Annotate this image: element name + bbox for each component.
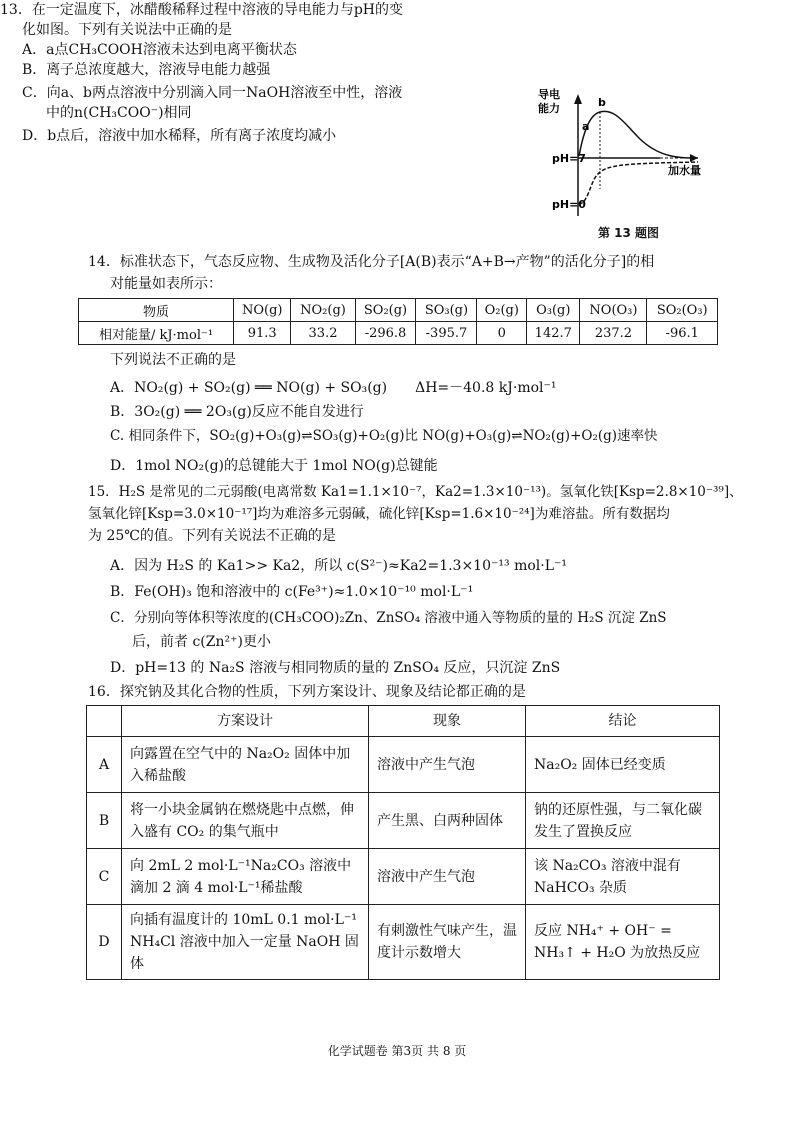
- table-header-cell: O₂(g): [477, 299, 527, 322]
- q14-option-d: D．1mol NO₂(g)的总键能大于 1mol NO(g)总键能: [110, 458, 438, 474]
- table-cell-key: B: [87, 793, 122, 849]
- q13-option-c-line2: 中的n(CH₃COO⁻)相同: [46, 105, 192, 121]
- q15-option-d: D．pH=13 的 Na₂S 溶液与相同物质的量的 ZnSO₄ 反应，只沉淀 ZnS: [110, 660, 561, 676]
- table-cell-design: 向插有温度计的 10mL 0.1 mol·L⁻¹ NH₄Cl 溶液中加入一定量 NaOH 固体: [122, 905, 369, 980]
- table-cell-conclusion: 该 Na₂CO₃ 溶液中混有 NaHCO₃ 杂质: [526, 849, 720, 905]
- q14-option-b: B．3O₂(g) ══ 2O₃(g)反应不能自发进行: [110, 404, 364, 420]
- table-row: [87, 706, 720, 737]
- q15-option-c-line1: C．分别向等体积等浓度的(CH₃COO)₂Zn、ZnSO₄ 溶液中通入等物质的量的 H₂S 沉淀 ZnS: [110, 610, 667, 626]
- table-cell-phenomenon: 溶液中产生气泡: [369, 849, 526, 905]
- q13-option-c-line1: C．向a、b两点溶液中分别滴入同一NaOH溶液至中性，溶液: [22, 85, 403, 101]
- table-cell-conclusion: 钠的还原性强，与二氧化碳发生了置换反应: [526, 793, 720, 849]
- q15-option-b: B．Fe(OH)₃ 饱和溶液中的 c(Fe³⁺)≈1.0×10⁻¹⁰ mol·L⁻¹: [110, 584, 474, 600]
- table-header-cell: O₃(g): [527, 299, 580, 322]
- fig13-label-ph0: pH=0: [552, 198, 586, 211]
- table-cell-phenomenon: 有刺激性气味产生，温度计示数增大: [369, 905, 526, 980]
- page-footer: 化学试题卷 第3页 共 8 页: [327, 1044, 467, 1058]
- q15-option-a: A．因为 H₂S 的 Ka1>> Ka2，所以 c(S²⁻)≈Ka2=1.3×10⁻¹³ mol·L⁻¹: [110, 558, 567, 574]
- q13-stem-line2: 化如图。下列有关说法中正确的是: [22, 22, 232, 38]
- table-row: [87, 849, 720, 905]
- fig13-xlabel: 加水量: [668, 164, 701, 177]
- q15-stem-line1: 15．H₂S 是常见的二元弱酸(电离常数 Ka1=1.1×10⁻⁷，Ka2=1.3×10⁻¹³)。氢氧化铁[Ksp=2.8×10⁻³⁹]、: [88, 484, 743, 500]
- table-cell-key: C: [87, 849, 122, 905]
- fig13-conductivity-curve: [579, 111, 698, 158]
- table-cell-conclusion: Na₂O₂ 固体已经变质: [526, 737, 720, 793]
- fig13-y-arrow: [574, 94, 582, 104]
- table-cell: -395.7: [416, 322, 477, 345]
- fig13-ylabel-line1: 导电: [538, 88, 560, 101]
- table-cell: 142.7: [527, 322, 580, 345]
- q14-stem-line2: 对能量如表所示：: [110, 276, 222, 292]
- q14-option-a: A．NO₂(g) + SO₂(g) ══ NO(g) + SO₃(g) ΔH=－40.8 kJ·mol⁻¹: [110, 380, 557, 396]
- q13-stem-line1: 13．在一定温度下，冰醋酸稀释过程中溶液的导电能力与pH的变: [0, 2, 403, 18]
- table-row: [79, 299, 718, 322]
- fig13-ylabel-line2: 能力: [538, 102, 560, 115]
- q16-experiment-table: [86, 705, 720, 980]
- table-header-cell: [87, 706, 122, 737]
- table-cell-key: D: [87, 905, 122, 980]
- q15-option-c-line2: 后，前者 c(Zn²⁺)更小: [132, 634, 271, 650]
- table-header-cell: 现象: [369, 706, 526, 737]
- table-cell-design: 向 2mL 2 mol·L⁻¹Na₂CO₃ 溶液中滴加 2 滴 4 mol·L⁻¹稀盐酸: [122, 849, 369, 905]
- table-cell-key: A: [87, 737, 122, 793]
- table-row: [79, 322, 718, 345]
- table-header-cell: SO₂(g): [355, 299, 416, 322]
- q14-stem-line1: 14．标准状态下，气态反应物、生成物及活化分子[A(B)表示“A+B→产物”的活化分子]的相: [88, 254, 655, 270]
- q14-energy-table: [78, 298, 718, 345]
- table-header-cell: NO₂(g): [291, 299, 355, 322]
- figure-13-graph: [530, 84, 720, 224]
- fig13-point-a: a: [582, 120, 590, 133]
- q16-stem: 16．探究钠及其化合物的性质，下列方案设计、现象及结论都正确的是: [88, 684, 526, 700]
- table-cell-phenomenon: 溶液中产生气泡: [369, 737, 526, 793]
- table-header-cell: NO(O₃): [580, 299, 647, 322]
- table-header-cell: 物质: [79, 299, 234, 322]
- table-cell: 0: [477, 322, 527, 345]
- table-cell-design: 向露置在空气中的 Na₂O₂ 固体中加入稀盐酸: [122, 737, 369, 793]
- q15-stem-line2: 氢氧化锌[Ksp=3.0×10⁻¹⁷]均为难溶多元弱碱，硫化锌[Ksp=1.6×10⁻²⁴]为难溶盐。所有数据均: [88, 506, 670, 522]
- table-cell: 33.2: [291, 322, 355, 345]
- table-cell: 91.3: [234, 322, 291, 345]
- table-cell: 相对能量/ kJ·mol⁻¹: [79, 322, 234, 345]
- q13-option-a: A．a点CH₃COOH溶液未达到电离平衡状态: [22, 42, 297, 58]
- table-cell-conclusion: 反应 NH₄⁺ + OH⁻ = NH₃↑ + H₂O 为放热反应: [526, 905, 720, 980]
- table-cell-design: 将一小块金属钠在燃烧匙中点燃，伸入盛有 CO₂ 的集气瓶中: [122, 793, 369, 849]
- table-header-cell: SO₃(g): [416, 299, 477, 322]
- table-cell: -296.8: [355, 322, 416, 345]
- table-header-cell: NO(g): [234, 299, 291, 322]
- figure-13-caption: 第 13 题图: [598, 226, 660, 240]
- table-header-cell: 结论: [526, 706, 720, 737]
- table-cell-phenomenon: 产生黑、白两种固体: [369, 793, 526, 849]
- table-header-cell: 方案设计: [122, 706, 369, 737]
- q15-stem-line3: 为 25℃的值。下列有关说法不正确的是: [88, 528, 336, 544]
- q13-option-d: D．b点后，溶液中加水稀释，所有离子浓度均减小: [22, 128, 337, 144]
- fig13-label-ph7: pH=7: [552, 152, 586, 165]
- table-row: [87, 793, 720, 849]
- q14-option-c: C. 相同条件下，SO₂(g)+O₃(g)⇌SO₃(g)+O₂(g)比 NO(g)+O₃(g)⇌NO₂(g)+O₂(g)速率快: [110, 428, 658, 444]
- table-row: [87, 905, 720, 980]
- table-cell: 237.2: [580, 322, 647, 345]
- q14-ask: 下列说法不正确的是: [110, 352, 236, 368]
- table-cell: -96.1: [647, 322, 718, 345]
- q13-option-b: B．离子总浓度越大，溶液导电能力越强: [22, 62, 271, 78]
- fig13-point-b: b: [598, 96, 606, 109]
- table-row: [87, 737, 720, 793]
- table-header-cell: SO₂(O₃): [647, 299, 718, 322]
- question-13: [0, 0, 440, 146]
